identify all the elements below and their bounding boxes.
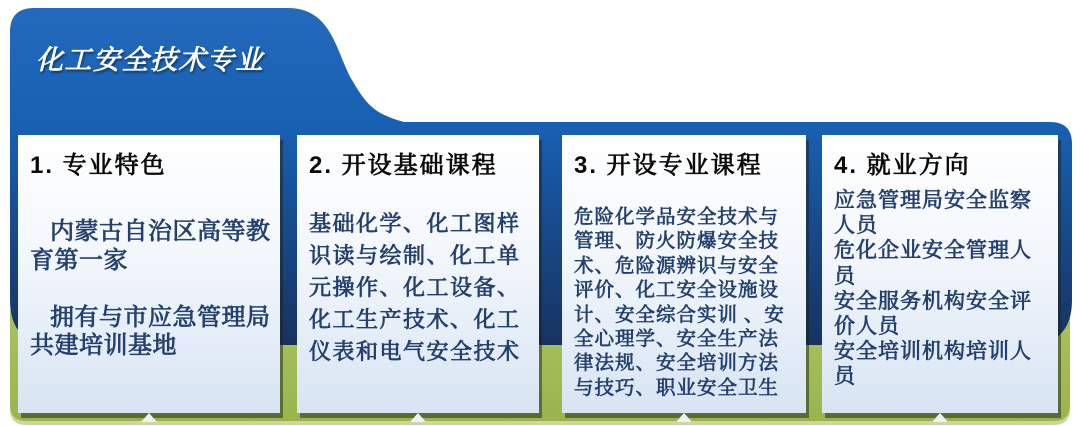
card-heading: 1. 专业特色 (30, 152, 167, 179)
card-heading: 4. 就业方向 (834, 152, 971, 179)
card-list-item: 安全培训机构培训人员 (834, 339, 1032, 389)
card-major-courses (562, 135, 806, 413)
card-list-item: 安全服务机构安全评价人员 (834, 288, 1032, 338)
card-list-item: 危化企业安全管理人员 (834, 238, 1032, 288)
card-major-features (18, 135, 280, 413)
card-bottom-arrow-icon (932, 413, 948, 422)
card-basic-courses (297, 135, 539, 413)
card-list-item: 应急管理局安全监察人员 (834, 188, 1032, 238)
card-heading: 2. 开设基础课程 (309, 152, 498, 179)
card-paragraph: 内蒙古自治区高等教育第一家 (30, 219, 271, 274)
card-bottom-arrow-icon (141, 413, 157, 422)
card-employment-directions (822, 135, 1058, 413)
slide-title: 化工安全技术专业 (36, 45, 264, 75)
card-body: 危险化学品安全技术与管理、防火防爆安全技术、危险源辨识与安全评价、化工安全设施设计、安全综合实训 、安全心理学、安全生产法律法规、安全培训方法与技巧、职业安全卫生 (574, 207, 785, 399)
card-bottom-arrow-icon (676, 413, 692, 422)
card-heading: 3. 开设专业课程 (574, 152, 763, 179)
card-body: 基础化学、化工图样识读与绘制、化工单元操作、化工设备、化工生产技术、化工仪表和电气安全技术 (309, 211, 521, 364)
card-paragraph: 拥有与市应急管理局共建培训基地 (30, 304, 271, 360)
card-bottom-arrow-icon (410, 413, 426, 422)
